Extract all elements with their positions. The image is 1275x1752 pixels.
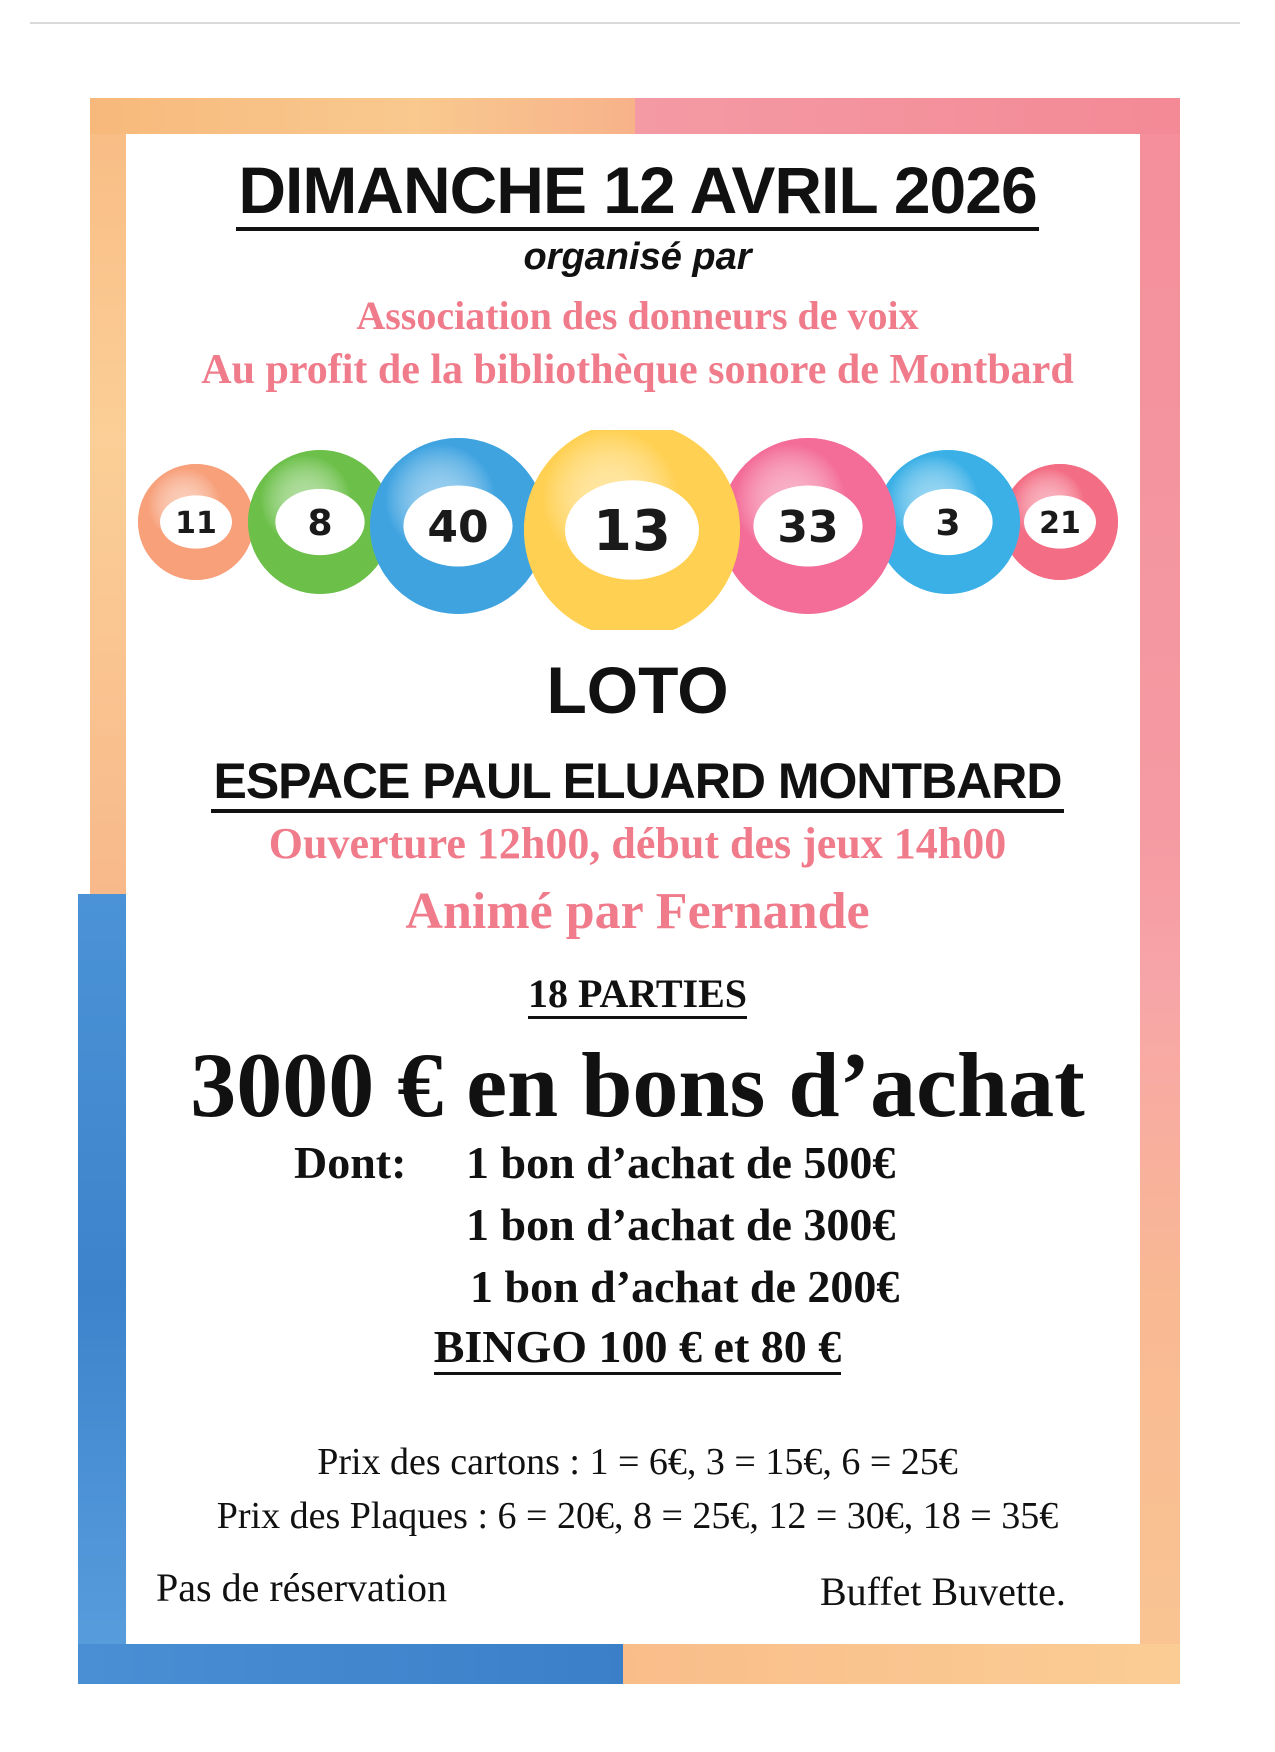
ball-number: 13 [593, 499, 671, 565]
dont-label: Dont: [294, 1137, 407, 1188]
prize-item: 1 bon d’achat de 300€ [466, 1199, 896, 1250]
frame-bottom-right [623, 1644, 1180, 1684]
frame-top-left [90, 98, 635, 134]
ball-number: 3 [935, 502, 961, 544]
lottery-ball [720, 438, 896, 614]
association-name: Association des donneurs de voix [356, 293, 919, 338]
buffet-note: Buffet Buvette. [820, 1569, 1066, 1614]
opening-hours: Ouverture 12h00, début des jeux 14h00 [268, 819, 1007, 868]
event-date: DIMANCHE 12 AVRIL 2026 [0, 152, 1275, 228]
ball-number: 11 [175, 505, 217, 541]
venue-name: ESPACE PAUL ELUARD MONTBARD [0, 752, 1275, 810]
carton-prices: Prix des cartons : 1 = 6€, 3 = 15€, 6 = 25€ [317, 1441, 958, 1483]
lottery-ball [524, 430, 740, 630]
lottery-ball [876, 450, 1020, 594]
lottery-ball [370, 438, 546, 614]
prize-item: 1 bon d’achat de 200€ [470, 1261, 900, 1312]
beneficiary-text: Au profit de la bibliothèque sonore de Montbard [201, 347, 1074, 393]
lottery-balls-svg [0, 430, 1275, 630]
bingo-prizes: BINGO 100 € et 80 € [0, 1320, 1275, 1373]
ball-number: 40 [427, 501, 489, 553]
ball-number: 8 [307, 502, 333, 544]
scan-edge-line [30, 22, 1240, 24]
frame-top-right [635, 98, 1180, 134]
ball-number: 33 [777, 501, 839, 553]
ball-number: 21 [1039, 505, 1081, 541]
event-title: LOTO [546, 653, 729, 727]
organised-by-label: organisé par [523, 236, 752, 278]
frame-bottom-left [78, 1644, 623, 1684]
lottery-balls-illustration [0, 430, 1275, 630]
prize-headline: 3000 € en bons d’achat [190, 1034, 1085, 1136]
lottery-ball [138, 464, 254, 580]
prize-item: 1 bon d’achat de 500€ [466, 1137, 896, 1188]
games-count: 18 PARTIES [0, 970, 1275, 1017]
plaque-prices: Prix des Plaques : 6 = 20€, 8 = 25€, 12 = 30€, 18 = 35€ [216, 1495, 1059, 1537]
host-name: Animé par Fernande [405, 883, 870, 940]
no-reservation-note: Pas de réservation [156, 1565, 448, 1610]
